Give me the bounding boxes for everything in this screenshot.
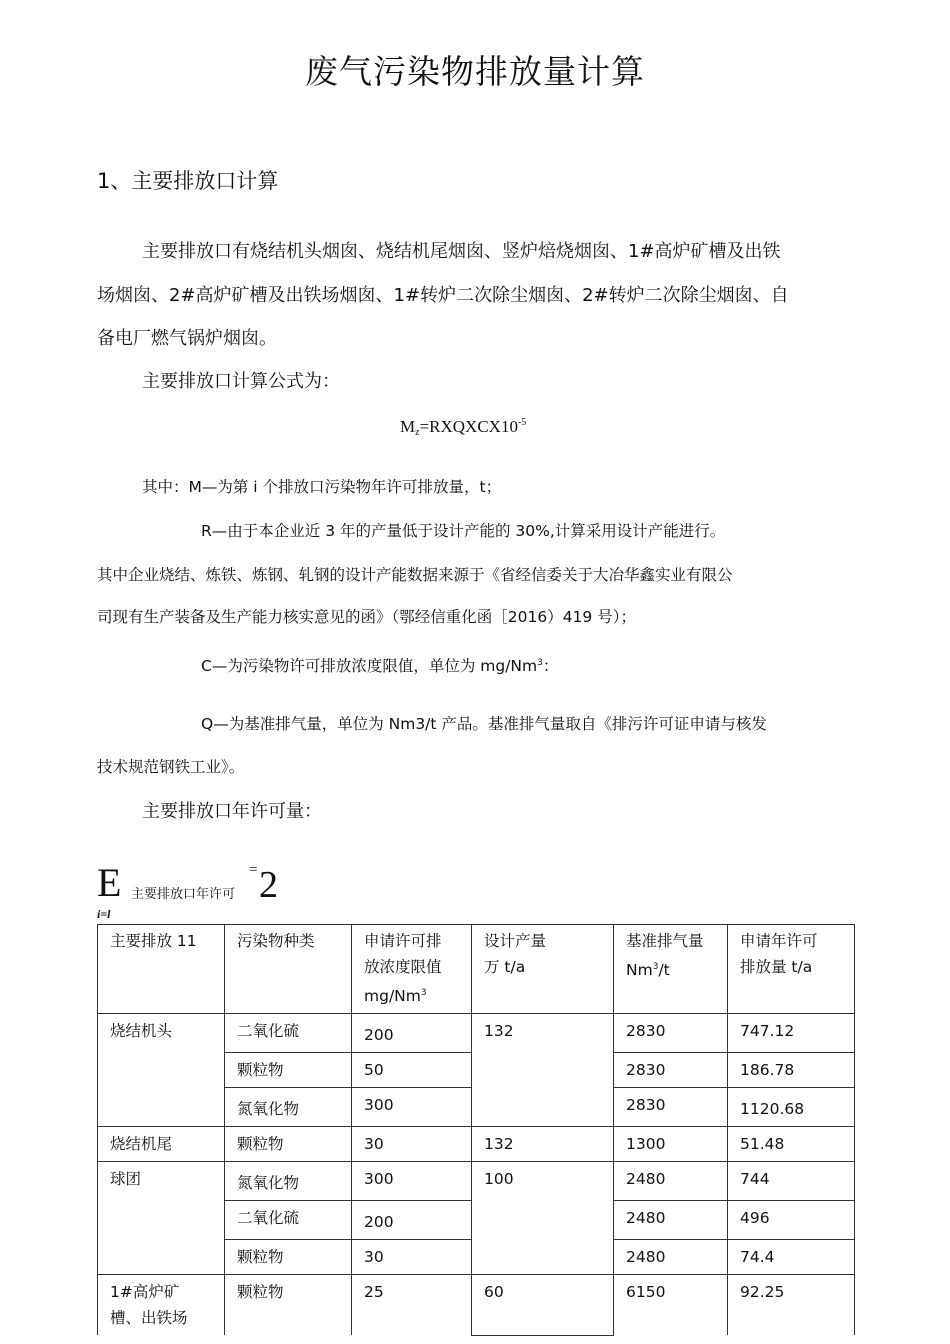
header-annual bbox=[728, 925, 855, 1014]
header-conc-unit: mg/Nm bbox=[364, 987, 421, 1005]
cell-pollutant: 氮氧化物 bbox=[225, 1088, 352, 1127]
table-row bbox=[98, 1014, 855, 1053]
cell-flow: 2480 bbox=[614, 1162, 728, 1201]
cell-flow: 1300 bbox=[614, 1127, 728, 1162]
document-title: 废气污染物排放量计算 bbox=[305, 52, 645, 91]
sum-formula-e: E bbox=[97, 860, 122, 905]
cell-concentration: 25 bbox=[352, 1275, 472, 1336]
cell-concentration: 200 bbox=[352, 1014, 472, 1053]
table-row bbox=[98, 1275, 855, 1336]
cell-capacity: 132 bbox=[472, 1014, 614, 1127]
cell-concentration: 30 bbox=[352, 1127, 472, 1162]
cell-flow: 2830 bbox=[614, 1088, 728, 1127]
cell-outlet: 球团 bbox=[98, 1162, 225, 1275]
header-flow-line: 基准排气量 bbox=[626, 932, 704, 950]
intro-paragraph-line: 主要排放口有烧结机头烟囱、烧结机尾烟囱、竖炉焙烧烟囱、1#高炉矿槽及出铁 bbox=[142, 241, 781, 262]
header-annual-line: 申请年许可 bbox=[740, 932, 818, 950]
definition-c-tail: ： bbox=[542, 657, 559, 675]
cell-outlet: 烧结机尾 bbox=[98, 1127, 225, 1162]
header-flow-unit-tail: /t bbox=[658, 961, 670, 979]
header-pollutant bbox=[225, 925, 352, 1014]
cell-annual: 186.78 bbox=[728, 1053, 855, 1088]
cell-pollutant: 二氧化硫 bbox=[225, 1201, 352, 1240]
cell-concentration: 30 bbox=[352, 1240, 472, 1275]
cell-concentration: 300 bbox=[352, 1162, 472, 1201]
sum-formula-sigma: 2 bbox=[259, 864, 278, 906]
cell-annual: 1120.68 bbox=[728, 1088, 855, 1127]
table-header-row bbox=[98, 925, 855, 1014]
formula-m: M bbox=[400, 417, 416, 436]
header-concentration bbox=[352, 925, 472, 1014]
cell-pollutant: 二氧化硫 bbox=[225, 1014, 352, 1053]
definition-c-text: C—为污染物许可排放浓度限值，单位为 mg/Nm bbox=[201, 657, 538, 675]
intro-paragraph-line: 备电厂燃气锅炉烟囱。 bbox=[97, 328, 277, 349]
intro-paragraph-line: 场烟囱、2#高炉矿槽及出铁场烟囱、1#转炉二次除尘烟囱、2#转炉二次除尘烟囱、自 bbox=[97, 285, 789, 306]
cell-annual: 92.25 bbox=[728, 1275, 855, 1336]
header-flow-unit: Nm bbox=[626, 961, 653, 979]
cell-capacity: 60 bbox=[472, 1275, 614, 1336]
cell-annual: 744 bbox=[728, 1162, 855, 1201]
definition-c bbox=[201, 654, 558, 675]
cell-annual: 496 bbox=[728, 1201, 855, 1240]
cell-flow: 6150 bbox=[614, 1275, 728, 1336]
cell-concentration: 200 bbox=[352, 1201, 472, 1240]
cell-pollutant: 颗粒物 bbox=[225, 1127, 352, 1162]
formula-exponent: -5 bbox=[517, 417, 527, 428]
cell-flow: 2480 bbox=[614, 1201, 728, 1240]
sum-formula-subscript: 主要排放口年许可 bbox=[131, 887, 236, 902]
table-row bbox=[98, 1162, 855, 1201]
definition-q-line: Q—为基准排气量，单位为 Nm3/t 产品。基准排气量取自《排污许可证申请与核发 bbox=[201, 715, 767, 733]
header-capacity-line: 万 t/a bbox=[484, 958, 526, 976]
cell-annual: 51.48 bbox=[728, 1127, 855, 1162]
cell-outlet bbox=[98, 1275, 225, 1336]
header-conc-line: 放浓度限值 bbox=[364, 958, 442, 976]
emission-formula bbox=[400, 417, 526, 438]
cell-flow: 2480 bbox=[614, 1240, 728, 1275]
cell-concentration: 50 bbox=[352, 1053, 472, 1088]
sum-formula-index: i=l bbox=[97, 907, 111, 921]
sum-formula-equals: = bbox=[249, 862, 258, 878]
definition-c-superscript: 3 bbox=[537, 658, 543, 668]
header-capacity-line: 设计产量 bbox=[484, 932, 547, 950]
header-pollutant-text: 污染物种类 bbox=[237, 932, 315, 950]
cell-pollutant: 氮氧化物 bbox=[225, 1162, 352, 1201]
header-conc-sup: 3 bbox=[420, 988, 427, 998]
cell-outlet-line: 槽、出铁场 bbox=[110, 1309, 188, 1327]
formula-body: =RXQXCX10 bbox=[419, 417, 518, 436]
annual-permit-intro: 主要排放口年许可量： bbox=[142, 801, 322, 822]
cell-pollutant: 颗粒物 bbox=[225, 1240, 352, 1275]
definition-q-line: 技术规范钢铁工业》。 bbox=[97, 758, 245, 776]
header-outlet bbox=[98, 925, 225, 1014]
section-heading: 1、主要排放口计算 bbox=[97, 169, 279, 193]
cell-annual: 747.12 bbox=[728, 1014, 855, 1053]
header-flow bbox=[614, 925, 728, 1014]
cell-pollutant: 颗粒物 bbox=[225, 1053, 352, 1088]
emission-table bbox=[97, 924, 855, 1336]
header-flow-sup: 3 bbox=[652, 962, 659, 972]
header-conc-line: 申请许可排 bbox=[364, 932, 442, 950]
cell-outlet: 烧结机头 bbox=[98, 1014, 225, 1127]
definition-r: R—由于本企业近 3 年的产量低于设计产能的 30%,计算采用设计产能进行。 bbox=[201, 522, 726, 540]
table-row bbox=[98, 1127, 855, 1162]
cell-capacity: 100 bbox=[472, 1162, 614, 1275]
header-capacity bbox=[472, 925, 614, 1014]
definition-m: 其中：M—为第 i 个排放口污染物年许可排放量，t； bbox=[142, 478, 502, 496]
cell-flow: 2830 bbox=[614, 1014, 728, 1053]
header-outlet-text: 主要排放 11 bbox=[110, 932, 197, 950]
formula-intro: 主要排放口计算公式为： bbox=[142, 371, 340, 392]
cell-pollutant: 颗粒物 bbox=[225, 1275, 352, 1336]
header-annual-line: 排放量 t/a bbox=[740, 958, 813, 976]
cell-capacity: 132 bbox=[472, 1127, 614, 1162]
cell-annual: 74.4 bbox=[728, 1240, 855, 1275]
cell-outlet-line: 1#高炉矿 bbox=[110, 1283, 180, 1301]
formula-m-subscript: z bbox=[415, 427, 420, 438]
cell-flow: 2830 bbox=[614, 1053, 728, 1088]
source-note-line: 其中企业烧结、炼铁、炼钢、轧钢的设计产能数据来源于《省经信委关于大冶华鑫实业有限公 bbox=[97, 566, 733, 584]
cell-concentration: 300 bbox=[352, 1088, 472, 1127]
source-note-line: 司现有生产装备及生产能力核实意见的函》（鄂经信重化函［2016）419 号）； bbox=[97, 608, 636, 626]
